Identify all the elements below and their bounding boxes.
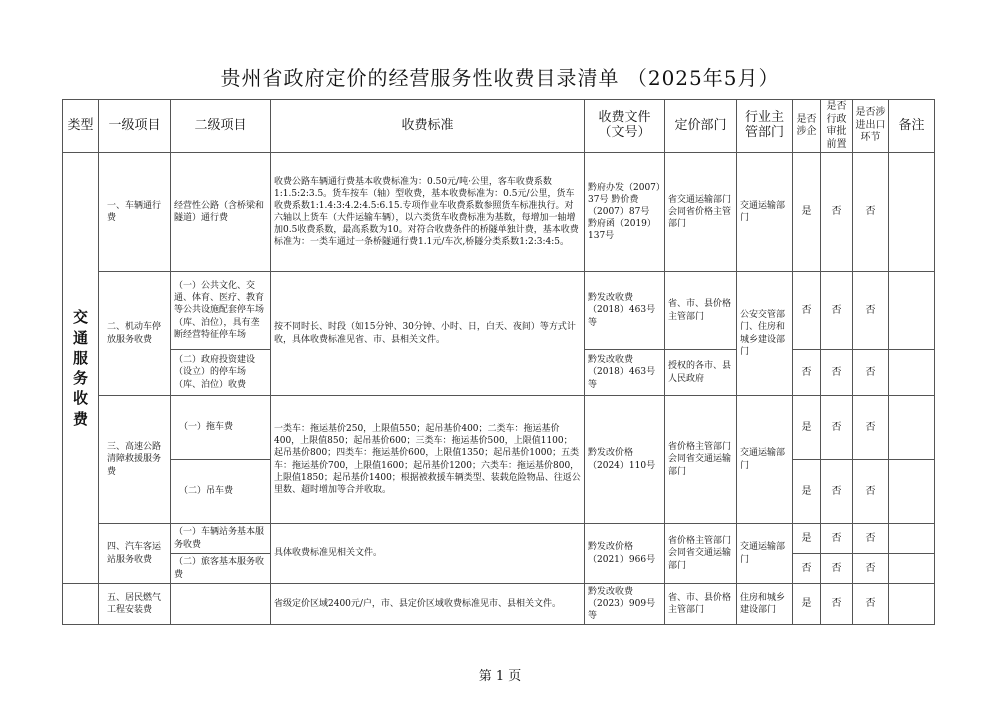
import-export-cell: 否 (853, 524, 889, 554)
remark-cell (889, 396, 935, 460)
approval-cell: 否 (821, 524, 853, 554)
standard-cell: 收费公路车辆通行费基本收费标准为：0.50元/吨·公里，客车收费系数1:1.5:2:3.5。货车按车（轴）型收费，基本收费标准为：0.5元/公里，货车收费系数1:1.4:3:4.2:4.5:6.15.专项作业车收费系数参照货车标准执行。对六轴以上货车（大件运输车辆），以六类货车收费标准为基数，每增加一轴增加0.5收费系数，最高系数为10。对符合收费条件的桥隧单独计费，基本收费标准为：一类车通过一条桥隧通行费1.1元/车次,桥隧分类系数1:2:3:4:5。 (271, 153, 585, 272)
header-industry-dept: 行业主管部门 (737, 100, 793, 153)
involves-enterprise-cell: 是 (793, 396, 821, 460)
involves-enterprise-cell: 否 (793, 350, 821, 396)
remark-cell (889, 554, 935, 584)
header-level2: 二级项目 (171, 100, 271, 153)
doc-cell: 黔发改价格（2024）110号 (585, 396, 665, 524)
page-number: 第 1 页 (478, 669, 522, 684)
pricing-dept-cell: 省交通运输部门会同省价格主管部门 (665, 153, 737, 272)
doc-cell: 黔发改收费（2018）463号等 (585, 350, 665, 396)
import-export-cell: 否 (853, 460, 889, 524)
involves-enterprise-cell: 是 (793, 524, 821, 554)
involves-enterprise-cell: 是 (793, 584, 821, 625)
header-standard: 收费标准 (271, 100, 585, 153)
industry-dept-cell: 住房和城乡建设部门 (737, 584, 793, 625)
level2-cell: 经营性公路（含桥梁和隧道）通行费 (171, 153, 271, 272)
import-export-cell: 否 (853, 396, 889, 460)
standard-cell: 具体收费标准见相关文件。 (271, 524, 585, 584)
remark-cell (889, 153, 935, 272)
remark-cell (889, 524, 935, 554)
table-row (63, 396, 935, 460)
level2-cell: （一）拖车费 (171, 396, 271, 460)
doc-cell: 黔府办发（2007）37号 黔价费（2007）87号 黔府函（2019）137号 (585, 153, 665, 272)
level2-cell: （二）吊车费 (171, 460, 271, 524)
approval-cell: 否 (821, 153, 853, 272)
category-cell (63, 584, 99, 625)
header-type: 类型 (63, 100, 99, 153)
doc-cell: 黔发改收费（2023）909号等 (585, 584, 665, 625)
remark-cell (889, 350, 935, 396)
industry-dept-cell: 交通运输部门 (737, 524, 793, 584)
level2-cell: （二）旅客基本服务收费 (171, 554, 271, 584)
import-export-cell: 否 (853, 350, 889, 396)
remark-cell (889, 460, 935, 524)
header-remark: 备注 (889, 100, 935, 153)
level1-cell: 四、汽车客运站服务收费 (99, 524, 171, 584)
level1-cell: 五、居民燃气工程安装费 (99, 584, 171, 625)
import-export-cell: 否 (853, 153, 889, 272)
involves-enterprise-cell: 否 (793, 272, 821, 350)
pricing-dept-cell: 省价格主管部门会同省交通运输部门 (665, 396, 737, 524)
approval-cell: 否 (821, 460, 853, 524)
standard-cell: 按不同时长、时段（如15分钟、30分钟、小时、日，白天、夜间）等方式计收，具体收费标准见省、市、县相关文件。 (271, 272, 585, 396)
level1-cell: 一、车辆通行费 (99, 153, 171, 272)
level1-cell: 二、机动车停放服务收费 (99, 272, 171, 396)
level2-cell: （二）政府投资建设（设立）的停车场（库、泊位）收费 (171, 350, 271, 396)
industry-dept-cell: 交通运输部门 (737, 396, 793, 524)
doc-cell: 黔发改收费（2018）463号等 (585, 272, 665, 350)
approval-cell: 否 (821, 554, 853, 584)
pricing-dept-cell: 省、市、县价格主管部门 (665, 584, 737, 625)
pricing-dept-cell: 省、市、县价格主管部门 (665, 272, 737, 350)
standard-cell: 省级定价区域2400元/户，市、县定价区域收费标准见市、县相关文件。 (271, 584, 585, 625)
involves-enterprise-cell: 是 (793, 460, 821, 524)
pricing-dept-cell: 省价格主管部门会同省交通运输部门 (665, 524, 737, 584)
involves-enterprise-cell: 否 (793, 554, 821, 584)
header-doc: 收费文件（文号） (585, 100, 665, 153)
header-approval: 是否行政审批前置 (821, 100, 853, 153)
import-export-cell: 否 (853, 272, 889, 350)
approval-cell: 否 (821, 396, 853, 460)
table-row (63, 584, 935, 625)
approval-cell: 否 (821, 272, 853, 350)
industry-dept-cell: 交通运输部门 (737, 153, 793, 272)
doc-cell: 黔发改价格（2021）966号 (585, 524, 665, 584)
standard-cell: 一类车：拖运基价250，上限值550；起吊基价400；二类车：拖运基价400，上限值850；起吊基价600；三类车：拖运基价500，上限值1100；起吊基价800；四类车：拖运基价600，上限值1350；起吊基价1000；五类车：拖运基价700，上限值1600；起吊基价1200；六类车：拖运基价800，上限值1850；起吊基价1400；根据被救援车辆类型、装载危险物品、往返公里数、超时增加等合并收取。 (271, 396, 585, 524)
involves-enterprise-cell: 是 (793, 153, 821, 272)
level2-cell: （一）车辆站务基本服务收费 (171, 524, 271, 554)
remark-cell (889, 272, 935, 350)
industry-dept-cell: 公安交管部门、住房和城乡建设部门 (737, 272, 793, 396)
level2-cell (171, 584, 271, 625)
header-pricing-dept: 定价部门 (665, 100, 737, 153)
header-import-export: 是否涉进出口环节 (853, 100, 889, 153)
approval-cell: 否 (821, 350, 853, 396)
pricing-dept-cell: 授权的各市、县人民政府 (665, 350, 737, 396)
table-header-row (63, 100, 935, 153)
level1-cell: 三、高速公路清障救援服务费 (99, 396, 171, 524)
table-row (63, 153, 935, 272)
remark-cell (889, 584, 935, 625)
table-row (63, 272, 935, 350)
import-export-cell: 否 (853, 554, 889, 584)
category-cell: 交通服务收费 (63, 153, 99, 584)
page-title: 贵州省政府定价的经营服务性收费目录清单 （2025年5月） (220, 66, 780, 90)
header-involves-enterprise: 是否涉企 (793, 100, 821, 153)
approval-cell: 否 (821, 584, 853, 625)
header-level1: 一级项目 (99, 100, 171, 153)
fee-catalog-table (62, 99, 935, 625)
level2-cell: （一）公共文化、交通、体育、医疗、教育等公共设施配套停车场（库、泊位），具有垄断经营特征停车场 (171, 272, 271, 350)
import-export-cell: 否 (853, 584, 889, 625)
table-row (63, 524, 935, 554)
